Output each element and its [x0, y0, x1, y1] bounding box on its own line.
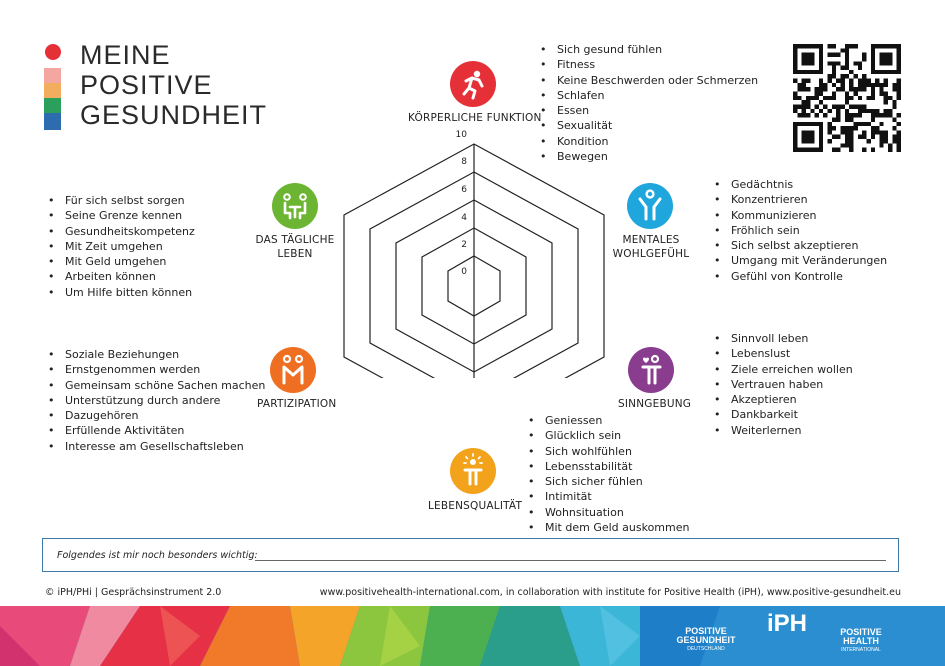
qualitaet-label: LEBENSQUALITÄT — [428, 500, 523, 512]
logo-dot — [45, 44, 61, 60]
partizipation-list — [45, 347, 265, 454]
list-item: • Für sich selbst sorgen — [45, 193, 195, 208]
alltag-label-line-1: DAS TÄGLICHE — [255, 234, 335, 246]
list-item: • Intimität — [525, 489, 689, 504]
list-item: • Sich wohlfühlen — [525, 444, 689, 459]
list-item: • Sich selbst akzeptieren — [711, 238, 887, 253]
positive-gesundheit-deutschland-logo — [666, 627, 746, 654]
list-item: • Kondition — [537, 134, 758, 149]
list-item: • Gesundheitskompetenz — [45, 224, 195, 239]
logo-line-1: MEINE — [80, 40, 171, 70]
tick-4: 4 — [461, 213, 467, 223]
qualitaet-list — [525, 413, 689, 535]
partizipation-label: PARTIZIPATION — [257, 398, 337, 410]
decorative-color-band — [0, 606, 945, 666]
list-item: • Weiterlernen — [711, 423, 853, 438]
list-item: • Glücklich sein — [525, 428, 689, 443]
list-item: • Mit dem Geld auskommen — [525, 520, 689, 535]
list-item: • Umgang mit Veränderungen — [711, 253, 887, 268]
tick-2: 2 — [461, 240, 467, 250]
list-item: • Geniessen — [525, 413, 689, 428]
note-writing-line[interactable] — [255, 560, 886, 561]
list-item: • Keine Beschwerden oder Schmerzen — [537, 73, 758, 88]
running-person-icon — [450, 61, 496, 107]
list-item: • Wohnsituation — [525, 505, 689, 520]
sinn-category-icon — [628, 347, 674, 393]
people-at-table-icon — [272, 183, 318, 229]
two-people-icon — [270, 347, 316, 393]
sinn-label: SINNGEBUNG — [618, 398, 692, 410]
mental-list — [711, 177, 887, 284]
footer-links[interactable]: www.positivehealth-international.com, in collaboration with institute for Positive Health (iPH), www.positive-gesundheit.eu — [319, 587, 901, 598]
list-item: • Sinnvoll leben — [711, 331, 853, 346]
alltag-label — [251, 233, 339, 261]
logo-bar-green — [44, 98, 61, 113]
list-item: • Interesse am Gesellschaftsleben — [45, 439, 265, 454]
list-item: • Mit Geld umgehen — [45, 254, 195, 269]
pgd-line-1: POSITIVE — [685, 626, 727, 636]
radar-chart — [330, 128, 620, 378]
list-item: • Fröhlich sein — [711, 223, 887, 238]
list-item: • Seine Grenze kennen — [45, 208, 195, 223]
list-item: • Erfüllende Aktivitäten — [45, 423, 265, 438]
tick-6: 6 — [461, 185, 467, 195]
person-heart-icon — [628, 347, 674, 393]
logo-line-3: GESUNDHEIT — [80, 100, 268, 130]
list-item: • Sexualität — [537, 118, 758, 133]
list-item: • Mit Zeit umgehen — [45, 239, 195, 254]
list-item: • Schlafen — [537, 88, 758, 103]
list-item: • Unterstützung durch andere — [45, 393, 265, 408]
list-item: • Sich gesund fühlen — [537, 42, 758, 57]
positive-health-international-logo — [828, 628, 894, 655]
logo-line-2: POSITIVE — [80, 70, 213, 100]
list-item: • Ziele erreichen wollen — [711, 362, 853, 377]
mental-label-line-1: MENTALES — [622, 234, 680, 246]
list-item: • Dankbarkeit — [711, 407, 853, 422]
footer-copyright: © iPH/PHi | Gesprächsinstrument 2.0 — [45, 587, 222, 598]
list-item: • Kommunizieren — [711, 208, 887, 223]
qualitaet-category-icon — [450, 448, 496, 494]
logo-bar-orange — [44, 83, 61, 98]
person-sun-icon — [450, 448, 496, 494]
note-box[interactable] — [42, 538, 899, 572]
koerper-list — [537, 42, 758, 164]
list-item: • Um Hilfe bitten können — [45, 285, 195, 300]
ph-line-2: HEALTH — [843, 636, 879, 646]
tick-0: 0 — [461, 267, 467, 277]
mental-label-line-2: WOHLGEFÜHL — [612, 248, 690, 260]
list-item: • Gemeinsam schöne Sachen machen — [45, 378, 265, 393]
list-item: • Gedächtnis — [711, 177, 887, 192]
sinn-list — [711, 331, 853, 438]
tick-10: 10 — [455, 130, 467, 140]
iph-logo: iPH — [766, 610, 807, 637]
list-item: • Essen — [537, 103, 758, 118]
list-item: • Soziale Beziehungen — [45, 347, 265, 362]
tick-8: 8 — [461, 157, 467, 167]
pgd-line-3: DEUTSCHLAND — [687, 646, 725, 652]
mental-category-icon — [627, 183, 673, 229]
logo-bar-pink — [44, 68, 61, 83]
person-arms-raised-icon — [627, 183, 673, 229]
list-item: • Ernstgenommen werden — [45, 362, 265, 377]
note-label: Folgendes ist mir noch besonders wichtig: — [57, 550, 258, 561]
list-item: • Bewegen — [537, 149, 758, 164]
pgd-line-2: GESUNDHEIT — [676, 635, 736, 645]
koerper-label: KÖRPERLICHE FUNKTION — [408, 112, 542, 124]
partizipation-category-icon — [270, 347, 316, 393]
list-item: • Vertrauen haben — [711, 377, 853, 392]
mental-label — [608, 233, 694, 261]
list-item: • Lebensstabilität — [525, 459, 689, 474]
koerper-category-icon — [450, 61, 496, 107]
alltag-list — [45, 193, 195, 300]
list-item: • Akzeptieren — [711, 392, 853, 407]
list-item: • Gefühl von Kontrolle — [711, 269, 887, 284]
list-item: • Dazugehören — [45, 408, 265, 423]
ph-line-1: POSITIVE — [840, 627, 882, 637]
qr-code[interactable] — [793, 44, 901, 152]
alltag-category-icon — [272, 183, 318, 229]
list-item: • Sich sicher fühlen — [525, 474, 689, 489]
list-item: • Konzentrieren — [711, 192, 887, 207]
list-item: • Arbeiten können — [45, 269, 195, 284]
alltag-label-line-2: LEBEN — [277, 248, 313, 260]
logo-bar-blue — [44, 113, 61, 130]
list-item: • Lebenslust — [711, 346, 853, 361]
list-item: • Fitness — [537, 57, 758, 72]
ph-line-3: INTERNATIONAL — [841, 647, 881, 653]
logo-title — [80, 40, 267, 130]
